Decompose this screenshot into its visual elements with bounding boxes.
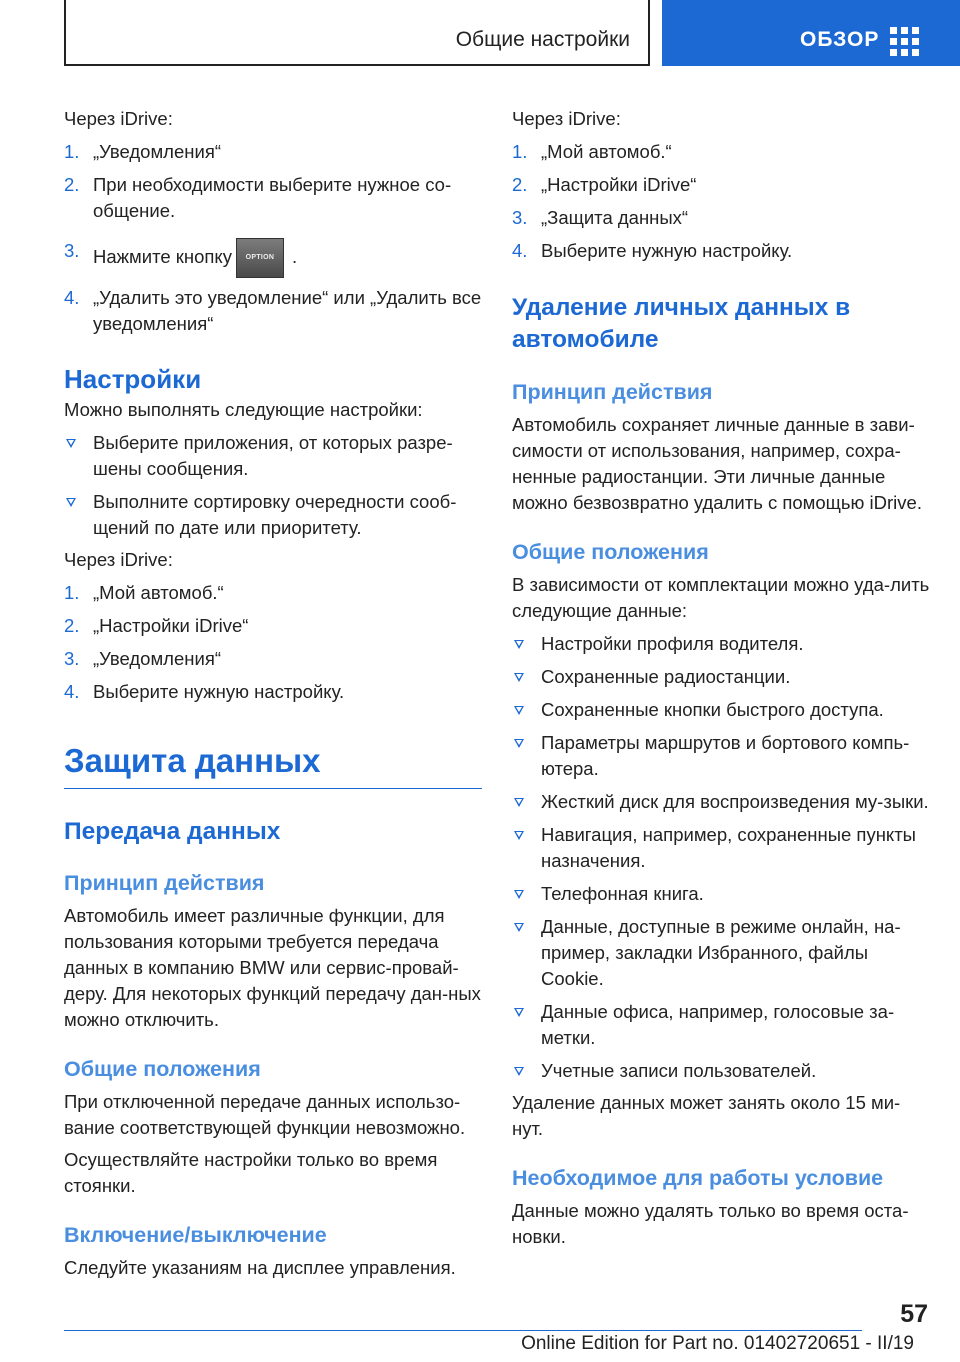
triangle-bullet-icon: [514, 1067, 524, 1076]
list-item: 4. Выберите нужную настройку.: [512, 240, 793, 261]
triangle-bullet-icon: [514, 798, 524, 807]
triangle-bullet-icon: [66, 498, 76, 507]
list-item: Сохраненные кнопки быстрого доступа.: [512, 697, 930, 723]
principle-text-2: Автомобиль сохраняет личные данные в зави-симости от использования, например, сохра-ненные радиостанции. Эти личные данные можно безвозвратно удалить с помощью iDrive.: [512, 414, 922, 513]
list-item: 1. „Мой автомоб.“: [512, 141, 672, 162]
footer-edition-label: Online Edition for Part no. 01402720651 - II/19: [521, 1333, 914, 1354]
via-idrive-label: Через iDrive:: [64, 108, 173, 129]
duration-text: Удаление данных может занять около 15 ми-нут.: [512, 1092, 901, 1139]
general-heading-2: Общие положения: [512, 540, 709, 564]
requirement-heading: Необходимое для работы условие: [512, 1166, 884, 1190]
list-item: Параметры маршрутов и бортового компь-ютера.: [512, 730, 930, 782]
left-column: [64, 100, 482, 1281]
list-item: Телефонная книга.: [512, 881, 930, 907]
general-heading: Общие положения: [64, 1057, 261, 1081]
right-column: [512, 100, 930, 1250]
step-number: 3.: [64, 240, 80, 261]
triangle-bullet-icon: [66, 439, 76, 448]
list-item: [64, 172, 482, 224]
list-item: Учетные записи пользователей.: [512, 1058, 930, 1084]
deletable-data-bullets: [512, 631, 930, 1084]
list-item: Жесткий диск для воспроизведения му-зыки.: [512, 789, 930, 815]
triangle-bullet-icon: [514, 640, 524, 649]
general-text-2: Осуществляйте настройки только во время стоянки.: [64, 1149, 438, 1196]
settings-heading: Настройки: [64, 364, 202, 394]
data-transfer-heading: Передача данных: [64, 818, 281, 845]
list-item: Данные, доступные в режиме онлайн, на-пример, закладки Избранного, файлы Cookie.: [512, 914, 930, 992]
list-item: Настройки профиля водителя.: [512, 631, 930, 657]
header-section-title: Общие настройки: [455, 28, 630, 51]
on-off-text: Следуйте указаниям на дисплее управления.: [64, 1257, 456, 1278]
triangle-bullet-icon: [514, 739, 524, 748]
settings-bullets: [64, 430, 482, 541]
steps-list-notifications: [64, 139, 482, 337]
list-item: [64, 139, 482, 165]
grid-icon: [890, 27, 919, 56]
page-number: 57: [900, 1300, 928, 1328]
list-item: Навигация, например, сохраненные пункты назначения.: [512, 822, 930, 874]
principle-heading: Принцип действия: [64, 871, 265, 895]
list-item: 2. „Настройки iDrive“: [512, 174, 697, 195]
steps-list-data-protection: [512, 139, 930, 264]
step-text: Нажмите кнопку: [93, 245, 232, 267]
settings-intro: Можно выполнять следующие настройки:: [64, 399, 423, 420]
triangle-bullet-icon: [514, 673, 524, 682]
list-item: 3. „Защита данных“: [512, 207, 689, 228]
list-item: 1. „Мой автомоб.“: [64, 582, 224, 603]
triangle-bullet-icon: [514, 890, 524, 899]
principle-text: Автомобиль имеет различные функции, для пользования которыми требуется передача данных в компанию BMW или сервис-провай-деру. Для некоторых функций передачу дан-ных можно отключить.: [64, 905, 481, 1030]
principle-heading-2: Принцип действия: [512, 380, 713, 404]
step-number: 1.: [64, 141, 80, 162]
step-number: 2.: [64, 174, 80, 195]
list-item: [64, 238, 482, 278]
via-idrive-label-2: Через iDrive:: [64, 549, 173, 570]
general-text-3: В зависимости от комплектации можно уда-лить следующие данные:: [512, 574, 930, 621]
footer-edition-text: [521, 1333, 914, 1355]
triangle-bullet-icon: [514, 706, 524, 715]
step-text: При необходимости выберите нужное со-общение.: [93, 174, 452, 221]
triangle-bullet-icon: [514, 923, 524, 932]
list-item: Выполните сортировку очередности сооб-щений по дате или приоритету.: [64, 489, 482, 541]
step-text: „Уведомления“: [93, 141, 221, 162]
list-item: Сохраненные радиостанции.: [512, 664, 930, 690]
option-button-icon: OPTION: [236, 238, 284, 278]
via-idrive-label-3: Через iDrive:: [512, 108, 621, 129]
delete-personal-data-heading: Удаление личных данных в автомобиле: [512, 294, 851, 353]
overview-tab-label: ОБЗОР: [800, 28, 880, 51]
requirement-text: Данные можно удалять только во время оста-новки.: [512, 1200, 909, 1247]
overview-tab[interactable]: [662, 0, 960, 66]
on-off-heading: Включение/выключение: [64, 1223, 327, 1247]
triangle-bullet-icon: [514, 831, 524, 840]
step-text-after: .: [291, 245, 298, 267]
triangle-bullet-icon: [514, 1008, 524, 1017]
step-text: „Удалить это уведомление“ или „Удалить все уведомления“: [93, 287, 482, 334]
list-item: Данные офиса, например, голосовые за-метки.: [512, 999, 930, 1051]
list-item: 2. „Настройки iDrive“: [64, 615, 249, 636]
step-number: 4.: [64, 287, 80, 308]
data-protection-heading: Защита данных: [64, 741, 482, 789]
list-item: [64, 285, 482, 337]
footer-divider: [64, 1330, 862, 1331]
list-item: Выберите приложения, от которых разре-шены сообщения.: [64, 430, 482, 482]
steps-list-settings: [64, 580, 482, 705]
list-item: 4. Выберите нужную настройку.: [64, 681, 345, 702]
header-section-box: [64, 0, 650, 66]
general-text-1: При отключенной передаче данных использо-вание соответствующей функции невозможно.: [64, 1091, 466, 1138]
list-item: 3. „Уведомления“: [64, 648, 221, 669]
